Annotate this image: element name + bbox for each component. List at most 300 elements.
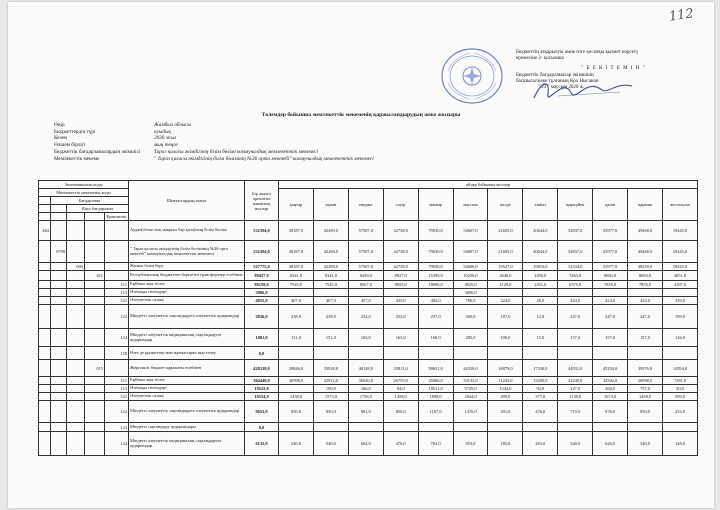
total-cell: 304448,0 bbox=[245, 377, 279, 385]
document-title: Төлемдер бойынша мемлекеттік мекеменің қаржыландырудың жеке жоспары bbox=[261, 112, 461, 118]
header-monthly: айлар бойынша жоспар bbox=[279, 181, 698, 189]
param-value: мың теңге bbox=[154, 142, 178, 149]
param-label: Бюджеттік бағдарламалардың әкімшісі bbox=[54, 148, 141, 155]
table-row bbox=[39, 263, 698, 271]
month-value-cell bbox=[662, 347, 697, 360]
param-value: Тараз қаласы әкімдігінің білім бөлімі коммуналдық мемлекеттік мекемесі bbox=[154, 148, 318, 155]
month-value-cell: 42738,0 bbox=[383, 263, 418, 271]
month-value-cell: 52837,0 bbox=[558, 241, 593, 263]
month-value-cell: 224,0 bbox=[488, 297, 523, 305]
code-cell: 464 bbox=[39, 221, 51, 241]
month-value-cell: 38187,0 bbox=[279, 263, 314, 271]
code-cell bbox=[39, 289, 51, 297]
code-cell bbox=[67, 432, 85, 456]
month-value-cell bbox=[348, 347, 383, 360]
month-value-cell: 19445,0 bbox=[662, 221, 697, 241]
expense-name-cell: Еңбекке ақы төлеу bbox=[129, 377, 245, 385]
approval-line-2: ережесіне 2- қосымша bbox=[516, 56, 564, 62]
month-value-cell: 33811,0 bbox=[383, 360, 418, 377]
month-value-cell bbox=[383, 289, 418, 297]
code-cell bbox=[39, 347, 51, 360]
month-value-cell: 13200,0 bbox=[523, 377, 558, 385]
month-value-cell: 4851,0 bbox=[662, 271, 697, 281]
code-cell bbox=[85, 432, 105, 456]
month-12: желтоқсан bbox=[662, 189, 697, 221]
month-value-cell: 407,0 bbox=[313, 297, 348, 305]
month-value-cell bbox=[662, 423, 697, 432]
code-cell: 122 bbox=[105, 305, 129, 329]
param-label: Мемлекеттік мекеме bbox=[54, 155, 100, 162]
total-cell: 1801,0 bbox=[245, 329, 279, 347]
month-value-cell: 238,0 bbox=[313, 305, 348, 329]
month-value-cell: 52334,0 bbox=[558, 263, 593, 271]
param-label: Кезең bbox=[54, 135, 67, 142]
month-value-cell: 14594,0 bbox=[662, 360, 697, 377]
code-cell bbox=[51, 385, 67, 393]
month-value-cell bbox=[628, 423, 663, 432]
month-value-cell: 42738,0 bbox=[383, 241, 418, 263]
month-value-cell: 252,0 bbox=[383, 305, 418, 329]
month-value-cell: 57587,0 bbox=[348, 221, 383, 241]
month-5: мамыр bbox=[418, 189, 453, 221]
code-cell: 121 bbox=[105, 297, 129, 305]
month-value-cell: 36020,0 bbox=[348, 377, 383, 385]
header-total: Бір жылға арналған жиынтық жоспар bbox=[245, 181, 279, 221]
month-value-cell: 16879,0 bbox=[488, 360, 523, 377]
month-value-cell: 291,0 bbox=[488, 401, 523, 423]
code-cell bbox=[85, 377, 105, 385]
expense-name-cell: Еңбекке ақы төлеу bbox=[129, 281, 245, 289]
month-value-cell: 79030,0 bbox=[418, 241, 453, 263]
month-value-cell: 1344,0 bbox=[488, 385, 523, 393]
month-value-cell: 339,0 bbox=[662, 297, 697, 305]
month-value-cell: 780,0 bbox=[453, 297, 488, 305]
expense-name-cell: Республикалық бюджеттен берілетін трансферттер есебінен bbox=[129, 271, 245, 281]
month-value-cell: 540,0 bbox=[628, 432, 663, 456]
month-value-cell: 850,0 bbox=[313, 401, 348, 423]
month-value-cell bbox=[558, 347, 593, 360]
month-value-cell: 757,0 bbox=[628, 385, 663, 393]
month-value-cell: 1458,0 bbox=[628, 393, 663, 401]
total-cell: 4855,0 bbox=[245, 297, 279, 305]
month-value-cell bbox=[279, 347, 314, 360]
param-value: 2020 жыл bbox=[154, 135, 177, 142]
month-value-cell: 33928,0 bbox=[313, 360, 348, 377]
expense-name-cell: Өтемақы төлемдері bbox=[129, 385, 245, 393]
month-value-cell: 8683,0 bbox=[628, 271, 663, 281]
table-row bbox=[39, 385, 698, 393]
header-specifics: Ерекшелік bbox=[105, 213, 129, 221]
month-value-cell: 238,0 bbox=[279, 305, 314, 329]
param-value: ауыдық bbox=[154, 128, 171, 135]
expense-name-cell: Міндетті әлеуметтік медициналық сақтандыруға аударымдар bbox=[129, 432, 245, 456]
month-value-cell: 44931,0 bbox=[558, 360, 593, 377]
month-value-cell: 285,0 bbox=[453, 329, 488, 347]
financing-plan-table bbox=[38, 180, 698, 456]
month-value-cell: 108,0 bbox=[488, 329, 523, 347]
code-cell bbox=[85, 221, 105, 241]
expense-name-cell: Өтемақы төлемдері bbox=[129, 289, 245, 297]
month-value-cell: 457,0 bbox=[348, 297, 383, 305]
month-value-cell: 476,0 bbox=[383, 432, 418, 456]
code-cell bbox=[39, 393, 51, 401]
code-cell bbox=[67, 271, 85, 281]
code-cell bbox=[51, 263, 67, 271]
month-value-cell: 247,0 bbox=[558, 305, 593, 329]
code-cell: 6799 bbox=[51, 241, 67, 263]
expense-name-cell: Жергілікті бюджет қаражаты есебінен bbox=[129, 360, 245, 377]
month-value-cell: 22240,0 bbox=[558, 377, 593, 385]
month-value-cell: 48148,0 bbox=[348, 360, 383, 377]
month-value-cell: 38187,0 bbox=[279, 241, 314, 263]
code-cell: 124 bbox=[105, 432, 129, 456]
month-value-cell: 50,0 bbox=[662, 385, 697, 393]
code-cell bbox=[85, 401, 105, 423]
month-value-cell: 227,0 bbox=[558, 385, 593, 393]
month-value-cell: 166,0 bbox=[348, 385, 383, 393]
month-value-cell: 18690,0 bbox=[418, 281, 453, 289]
month-value-cell: 407,0 bbox=[279, 297, 314, 305]
total-cell: 16554,0 bbox=[245, 393, 279, 401]
header-row-1 bbox=[39, 181, 698, 189]
month-value-cell: 7545,0 bbox=[279, 281, 314, 289]
month-value-cell bbox=[279, 289, 314, 297]
month-value-cell bbox=[418, 423, 453, 432]
month-value-cell: 20644,0 bbox=[523, 241, 558, 263]
month-value-cell: 79030,0 bbox=[418, 221, 453, 241]
code-cell bbox=[51, 360, 67, 377]
table-row bbox=[39, 360, 698, 377]
month-value-cell: 424,0 bbox=[628, 297, 663, 305]
month-value-cell: 2129,0 bbox=[488, 281, 523, 289]
month-value-cell bbox=[593, 423, 628, 432]
table-row bbox=[39, 329, 698, 347]
month-value-cell: 3806,0 bbox=[453, 289, 488, 297]
code-cell bbox=[85, 305, 105, 329]
month-value-cell bbox=[628, 289, 663, 297]
month-value-cell bbox=[523, 289, 558, 297]
month-3: наурыз bbox=[348, 189, 383, 221]
month-value-cell: 8055,0 bbox=[383, 281, 418, 289]
code-cell: 113 bbox=[105, 289, 129, 297]
code-cell bbox=[105, 360, 129, 377]
month-value-cell bbox=[523, 423, 558, 432]
month-value-cell: 424,0 bbox=[593, 297, 628, 305]
code-cell bbox=[67, 241, 85, 263]
total-cell: 0,0 bbox=[245, 423, 279, 432]
month-value-cell: 12,0 bbox=[523, 305, 558, 329]
month-value-cell: 19816,0 bbox=[523, 263, 558, 271]
month-value-cell: 157,0 bbox=[593, 329, 628, 347]
param-row bbox=[54, 142, 414, 149]
month-value-cell bbox=[662, 289, 697, 297]
table-row bbox=[39, 377, 698, 385]
month-value-cell: 719,0 bbox=[558, 401, 593, 423]
code-cell: 124 bbox=[105, 329, 129, 347]
code-cell bbox=[39, 263, 51, 271]
month-value-cell: 10511,0 bbox=[418, 385, 453, 393]
month-value-cell: 42269,0 bbox=[313, 241, 348, 263]
month-value-cell: 260,0 bbox=[593, 385, 628, 393]
month-6: маусым bbox=[453, 189, 488, 221]
table-row bbox=[39, 281, 698, 289]
month-value-cell: 15399,0 bbox=[418, 271, 453, 281]
month-value-cell: 703,0 bbox=[418, 432, 453, 456]
total-cell: 0,0 bbox=[245, 347, 279, 360]
table-row bbox=[39, 271, 698, 281]
month-11: қараша bbox=[628, 189, 663, 221]
code-cell bbox=[51, 432, 67, 456]
month-value-cell: 190,0 bbox=[313, 385, 348, 393]
month-value-cell: 26998,0 bbox=[279, 377, 314, 385]
month-2: ақпан bbox=[313, 189, 348, 221]
total-cell: 532394,0 bbox=[245, 241, 279, 263]
expense-name-cell: " Тараз қаласы әкімдігінің білім бөлімінің №36 орта мектебі" коммуналдық мемлекеттік мекемесі bbox=[129, 241, 245, 263]
month-value-cell: 399,0 bbox=[662, 393, 697, 401]
approval-line-3: Бюджеттік бағдарламалар әкімшінің bbox=[516, 72, 594, 78]
month-value-cell: 850,0 bbox=[628, 401, 663, 423]
month-value-cell: 9439,0 bbox=[348, 271, 383, 281]
approval-heading: " Б Е К І Т Е М І Н " bbox=[581, 66, 646, 72]
month-value-cell: 15,0 bbox=[523, 329, 558, 347]
code-cell: 111 bbox=[105, 281, 129, 289]
month-value-cell: 2431,0 bbox=[523, 281, 558, 289]
code-cell bbox=[67, 221, 85, 241]
month-value-cell: 163,0 bbox=[383, 329, 418, 347]
month-value-cell: 981,0 bbox=[348, 401, 383, 423]
month-value-cell: 54606,0 bbox=[453, 263, 488, 271]
month-value-cell: 38187,0 bbox=[279, 221, 314, 241]
month-value-cell: 11243,0 bbox=[488, 377, 523, 385]
month-value-cell: 7463,0 bbox=[558, 271, 593, 281]
month-value-cell: 17330,0 bbox=[523, 360, 558, 377]
header-program: Бағдарлама bbox=[51, 197, 129, 205]
total-cell: 19522,0 bbox=[245, 385, 279, 393]
month-value-cell: 499,0 bbox=[488, 393, 523, 401]
table-row bbox=[39, 241, 698, 263]
month-value-cell bbox=[418, 289, 453, 297]
table-row bbox=[39, 305, 698, 329]
month-value-cell: 54607,0 bbox=[453, 241, 488, 263]
param-row bbox=[54, 149, 414, 156]
code-cell bbox=[51, 347, 67, 360]
total-cell: 3806,0 bbox=[245, 289, 279, 297]
code-cell bbox=[67, 360, 85, 377]
month-value-cell: 257,0 bbox=[418, 305, 453, 329]
document-page bbox=[8, 2, 714, 508]
code-cell bbox=[85, 347, 105, 360]
month-value-cell: 94,0 bbox=[383, 385, 418, 393]
code-cell bbox=[67, 377, 85, 385]
total-cell: 527775,0 bbox=[245, 263, 279, 271]
month-value-cell: 8683,0 bbox=[593, 271, 628, 281]
expense-name-cell: Әлеуметтік салық bbox=[129, 393, 245, 401]
total-cell: 428318,0 bbox=[245, 360, 279, 377]
code-cell bbox=[39, 360, 51, 377]
expense-name-cell: Міндетті әлеуметтік медициналық сақтандыруға аударымдар bbox=[129, 329, 245, 347]
month-value-cell: 94,0 bbox=[523, 385, 558, 393]
month-value-cell: 49468,0 bbox=[628, 241, 663, 263]
month-value-cell: 252,0 bbox=[348, 305, 383, 329]
code-cell bbox=[51, 423, 67, 432]
month-value-cell: 1573,0 bbox=[313, 393, 348, 401]
month-value-cell: 540,0 bbox=[558, 432, 593, 456]
header-institution-code: Мемлекеттік мекеменің коды bbox=[39, 189, 129, 197]
code-cell: 003 bbox=[67, 263, 85, 271]
table-row bbox=[39, 432, 698, 456]
table-row bbox=[39, 297, 698, 305]
month-value-cell: 604,0 bbox=[348, 432, 383, 456]
month-value-cell bbox=[488, 347, 523, 360]
code-cell bbox=[85, 423, 105, 432]
month-value-cell: 377,0 bbox=[523, 393, 558, 401]
code-cell bbox=[105, 221, 129, 241]
month-value-cell bbox=[348, 423, 383, 432]
month-value-cell: 1107,0 bbox=[418, 401, 453, 423]
month-value-cell bbox=[488, 423, 523, 432]
month-value-cell: 424,0 bbox=[558, 297, 593, 305]
month-value-cell: 42269,0 bbox=[313, 263, 348, 271]
month-value-cell: 247,0 bbox=[593, 305, 628, 329]
month-value-cell: 45294,0 bbox=[593, 360, 628, 377]
month-value-cell bbox=[453, 423, 488, 432]
month-value-cell: 20644,0 bbox=[523, 221, 558, 241]
expense-name-cell: Міндетті әлеуметтік сақтандыруға әлеуметтік аударымдар bbox=[129, 401, 245, 423]
param-label: Өңір bbox=[54, 122, 65, 128]
month-value-cell: 42738,0 bbox=[383, 221, 418, 241]
month-value-cell bbox=[558, 289, 593, 297]
approval-date: " 23 " маусым 2020 ж. bbox=[538, 85, 585, 91]
param-row bbox=[54, 135, 414, 142]
month-value-cell: 8927,0 bbox=[383, 271, 418, 281]
month-value-cell bbox=[279, 385, 314, 393]
month-value-cell: 233,0 bbox=[662, 401, 697, 423]
expense-name-cell: Міндетті сақтандыру аударымдары bbox=[129, 423, 245, 432]
month-value-cell: 157,0 bbox=[558, 329, 593, 347]
code-cell: 111 bbox=[105, 377, 129, 385]
month-value-cell: 26998,0 bbox=[628, 377, 663, 385]
month-value-cell: 5729,0 bbox=[453, 385, 488, 393]
month-value-cell bbox=[279, 423, 314, 432]
month-value-cell: 850,0 bbox=[279, 401, 314, 423]
month-value-cell: 540,0 bbox=[279, 432, 314, 456]
code-cell bbox=[39, 297, 51, 305]
month-value-cell: 476,0 bbox=[523, 401, 558, 423]
month-value-cell: 199,0 bbox=[662, 305, 697, 329]
month-value-cell: 8341,0 bbox=[313, 271, 348, 281]
code-cell bbox=[85, 289, 105, 297]
param-value: Жамбыл облысы bbox=[154, 122, 191, 128]
code-cell bbox=[85, 297, 105, 305]
month-value-cell bbox=[593, 347, 628, 360]
code-cell: 123 bbox=[105, 423, 129, 432]
month-4: сәуір bbox=[383, 189, 418, 221]
code-cell: 159 bbox=[105, 347, 129, 360]
code-cell bbox=[85, 385, 105, 393]
month-9: қыркүйек bbox=[558, 189, 593, 221]
table-row bbox=[39, 401, 698, 423]
total-cell: 99457,0 bbox=[245, 271, 279, 281]
month-value-cell: 57587,0 bbox=[348, 241, 383, 263]
code-cell: 113 bbox=[105, 385, 129, 393]
month-value-cell: 28,0 bbox=[523, 297, 558, 305]
month-value-cell: 22912,0 bbox=[313, 377, 348, 385]
month-value-cell: 247,0 bbox=[628, 305, 663, 329]
month-value-cell: 29846,0 bbox=[279, 360, 314, 377]
code-cell bbox=[51, 297, 67, 305]
month-value-cell: 42269,0 bbox=[313, 221, 348, 241]
month-value-cell: 26759,0 bbox=[383, 377, 418, 385]
code-cell bbox=[51, 377, 67, 385]
month-10: қазан bbox=[593, 189, 628, 221]
code-cell bbox=[39, 432, 51, 456]
month-value-cell bbox=[418, 347, 453, 360]
code-cell bbox=[67, 393, 85, 401]
code-cell bbox=[85, 393, 105, 401]
month-value-cell: 151,0 bbox=[279, 329, 314, 347]
month-value-cell bbox=[383, 347, 418, 360]
code-cell bbox=[51, 271, 67, 281]
month-value-cell: 620,0 bbox=[593, 432, 628, 456]
code-cell bbox=[51, 329, 67, 347]
code-cell bbox=[39, 377, 51, 385]
handwritten-page-number: 112 bbox=[668, 6, 695, 25]
month-value-cell bbox=[453, 347, 488, 360]
code-cell bbox=[67, 305, 85, 329]
month-value-cell: 32502,0 bbox=[593, 377, 628, 385]
month-value-cell: 187,0 bbox=[488, 305, 523, 329]
param-label: Бюджеттердің түрі bbox=[54, 128, 96, 135]
month-value-cell: 7855,0 bbox=[593, 281, 628, 289]
month-value-cell: 168,0 bbox=[418, 329, 453, 347]
month-value-cell: 8567,0 bbox=[348, 281, 383, 289]
approval-line-4: басшысы/жеке тұлғаның Қол Нысанов bbox=[516, 78, 599, 84]
param-label: Өлшем бірлігі bbox=[54, 142, 86, 149]
month-value-cell: 484,0 bbox=[418, 297, 453, 305]
month-value-cell: 435,0 bbox=[383, 297, 418, 305]
code-cell bbox=[51, 221, 67, 241]
expense-name-cell: Міндетті әлеуметтік сақтандыруға әлеуметтік аударымдар bbox=[129, 305, 245, 329]
month-value-cell: 7545,0 bbox=[313, 281, 348, 289]
month-value-cell: 48259,0 bbox=[628, 263, 663, 271]
code-cell bbox=[51, 393, 67, 401]
header-subprogram: Кіші бағдарлама bbox=[67, 205, 129, 213]
code-cell: 121 bbox=[105, 393, 129, 401]
month-value-cell: 21605,0 bbox=[488, 221, 523, 241]
month-value-cell bbox=[593, 289, 628, 297]
expense-name-cell: Аудан(облыстық маңызы бар қала)ның білім бөлімі bbox=[129, 221, 245, 241]
month-value-cell: 1138,0 bbox=[558, 393, 593, 401]
month-value-cell: 2648,0 bbox=[488, 271, 523, 281]
code-cell bbox=[51, 289, 67, 297]
code-cell bbox=[105, 241, 129, 263]
month-value-cell: 185,0 bbox=[488, 432, 523, 456]
code-cell bbox=[51, 281, 67, 289]
month-value-cell: 19527,0 bbox=[488, 263, 523, 271]
month-value-cell: 33132,0 bbox=[453, 377, 488, 385]
code-cell bbox=[39, 271, 51, 281]
code-cell bbox=[67, 423, 85, 432]
code-cell bbox=[67, 347, 85, 360]
month-value-cell bbox=[313, 289, 348, 297]
month-value-cell: 1458,0 bbox=[383, 393, 418, 401]
table-row bbox=[39, 221, 698, 241]
code-cell bbox=[67, 289, 85, 297]
month-value-cell: 1758,0 bbox=[348, 393, 383, 401]
code-cell bbox=[39, 241, 51, 263]
month-value-cell: 148,0 bbox=[662, 432, 697, 456]
month-value-cell bbox=[383, 423, 418, 432]
